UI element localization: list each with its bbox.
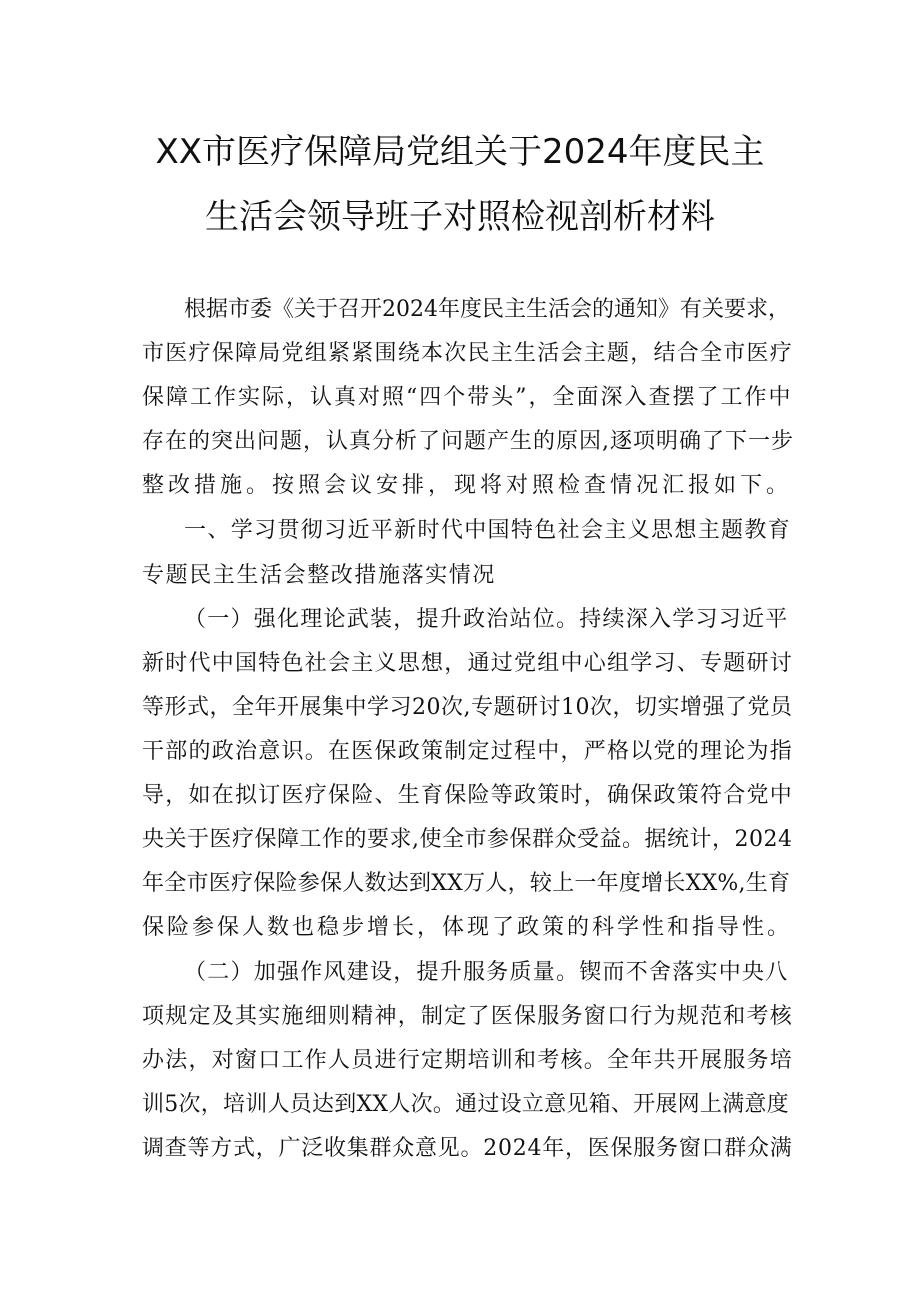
paragraph-2-line-5: 导，如在拟订医疗保险、生育保险等政策时，确保政策符合党中 — [142, 783, 794, 808]
paragraph-3-line-1: （二）加强作风建设，提升服务质量。锲而不舍落实中央八 — [184, 960, 789, 985]
paragraph-1-line-4: 存在的突出问题，认真分析了问题产生的原因,逐项明确了下一步 — [142, 429, 794, 454]
section-1-heading-line-1: 一、学习贯彻习近平新时代中国特色社会主义思想主题教育 — [184, 518, 792, 543]
paragraph-2-line-2: 新时代中国特色社会主义思想，通过党组中心组学习、专题研讨 — [142, 651, 794, 676]
paragraph-2-line-4: 干部的政治意识。在医保政策制定过程中，严格以党的理论为指 — [142, 739, 794, 764]
paragraph-3-line-3: 办法，对窗口工作人员进行定期培训和考核。全年共开展服务培 — [142, 1048, 794, 1073]
paragraph-1-line-2: 市医疗保障局党组紧紧围绕本次民主生活会主题，结合全市医疗 — [142, 341, 794, 366]
paragraph-3-line-2: 项规定及其实施细则精神，制定了医保服务窗口行为规范和考核 — [142, 1004, 794, 1029]
paragraph-3-line-4: 训5次，培训人员达到XX人次。通过设立意见箱、开展网上满意度 — [142, 1092, 789, 1117]
paragraph-1-line-5: 整改措施。按照会议安排，现将对照检查情况汇报如下。 — [142, 473, 793, 498]
paragraph-2-line-6: 央关于医疗保障工作的要求,使全市参保群众受益。据统计，2024 — [142, 827, 793, 852]
paragraph-2-line-7: 年全市医疗保险参保人数达到XX万人，较上一年度增长XX%,生育 — [142, 871, 791, 896]
paragraph-2-line-3: 等形式，全年开展集中学习20次,专题研讨10次，切实增强了党员 — [142, 695, 793, 720]
document-title-line-1: XX市医疗保障局党组关于2024年度民主 — [155, 132, 765, 172]
paragraph-2-line-8: 保险参保人数也稳步增长，体现了政策的科学性和指导性。 — [142, 915, 793, 940]
paragraph-1-line-3: 保障工作实际，认真对照“四个带头”，全面深入查摆了工作中 — [142, 385, 793, 410]
document-title-line-2: 生活会领导班子对照检视剖析材料 — [205, 197, 715, 237]
paragraph-1-line-1: 根据市委《关于召开2024年度民主生活会的通知》有关要求， — [184, 297, 790, 322]
section-1-heading-line-2: 专题民主生活会整改措施落实情况 — [142, 563, 497, 588]
paragraph-3-line-5: 调查等方式，广泛收集群众意见。2024年，医保服务窗口群众满 — [142, 1136, 793, 1161]
paragraph-2-line-1: （一）强化理论武装，提升政治站位。持续深入学习习近平 — [184, 607, 789, 632]
